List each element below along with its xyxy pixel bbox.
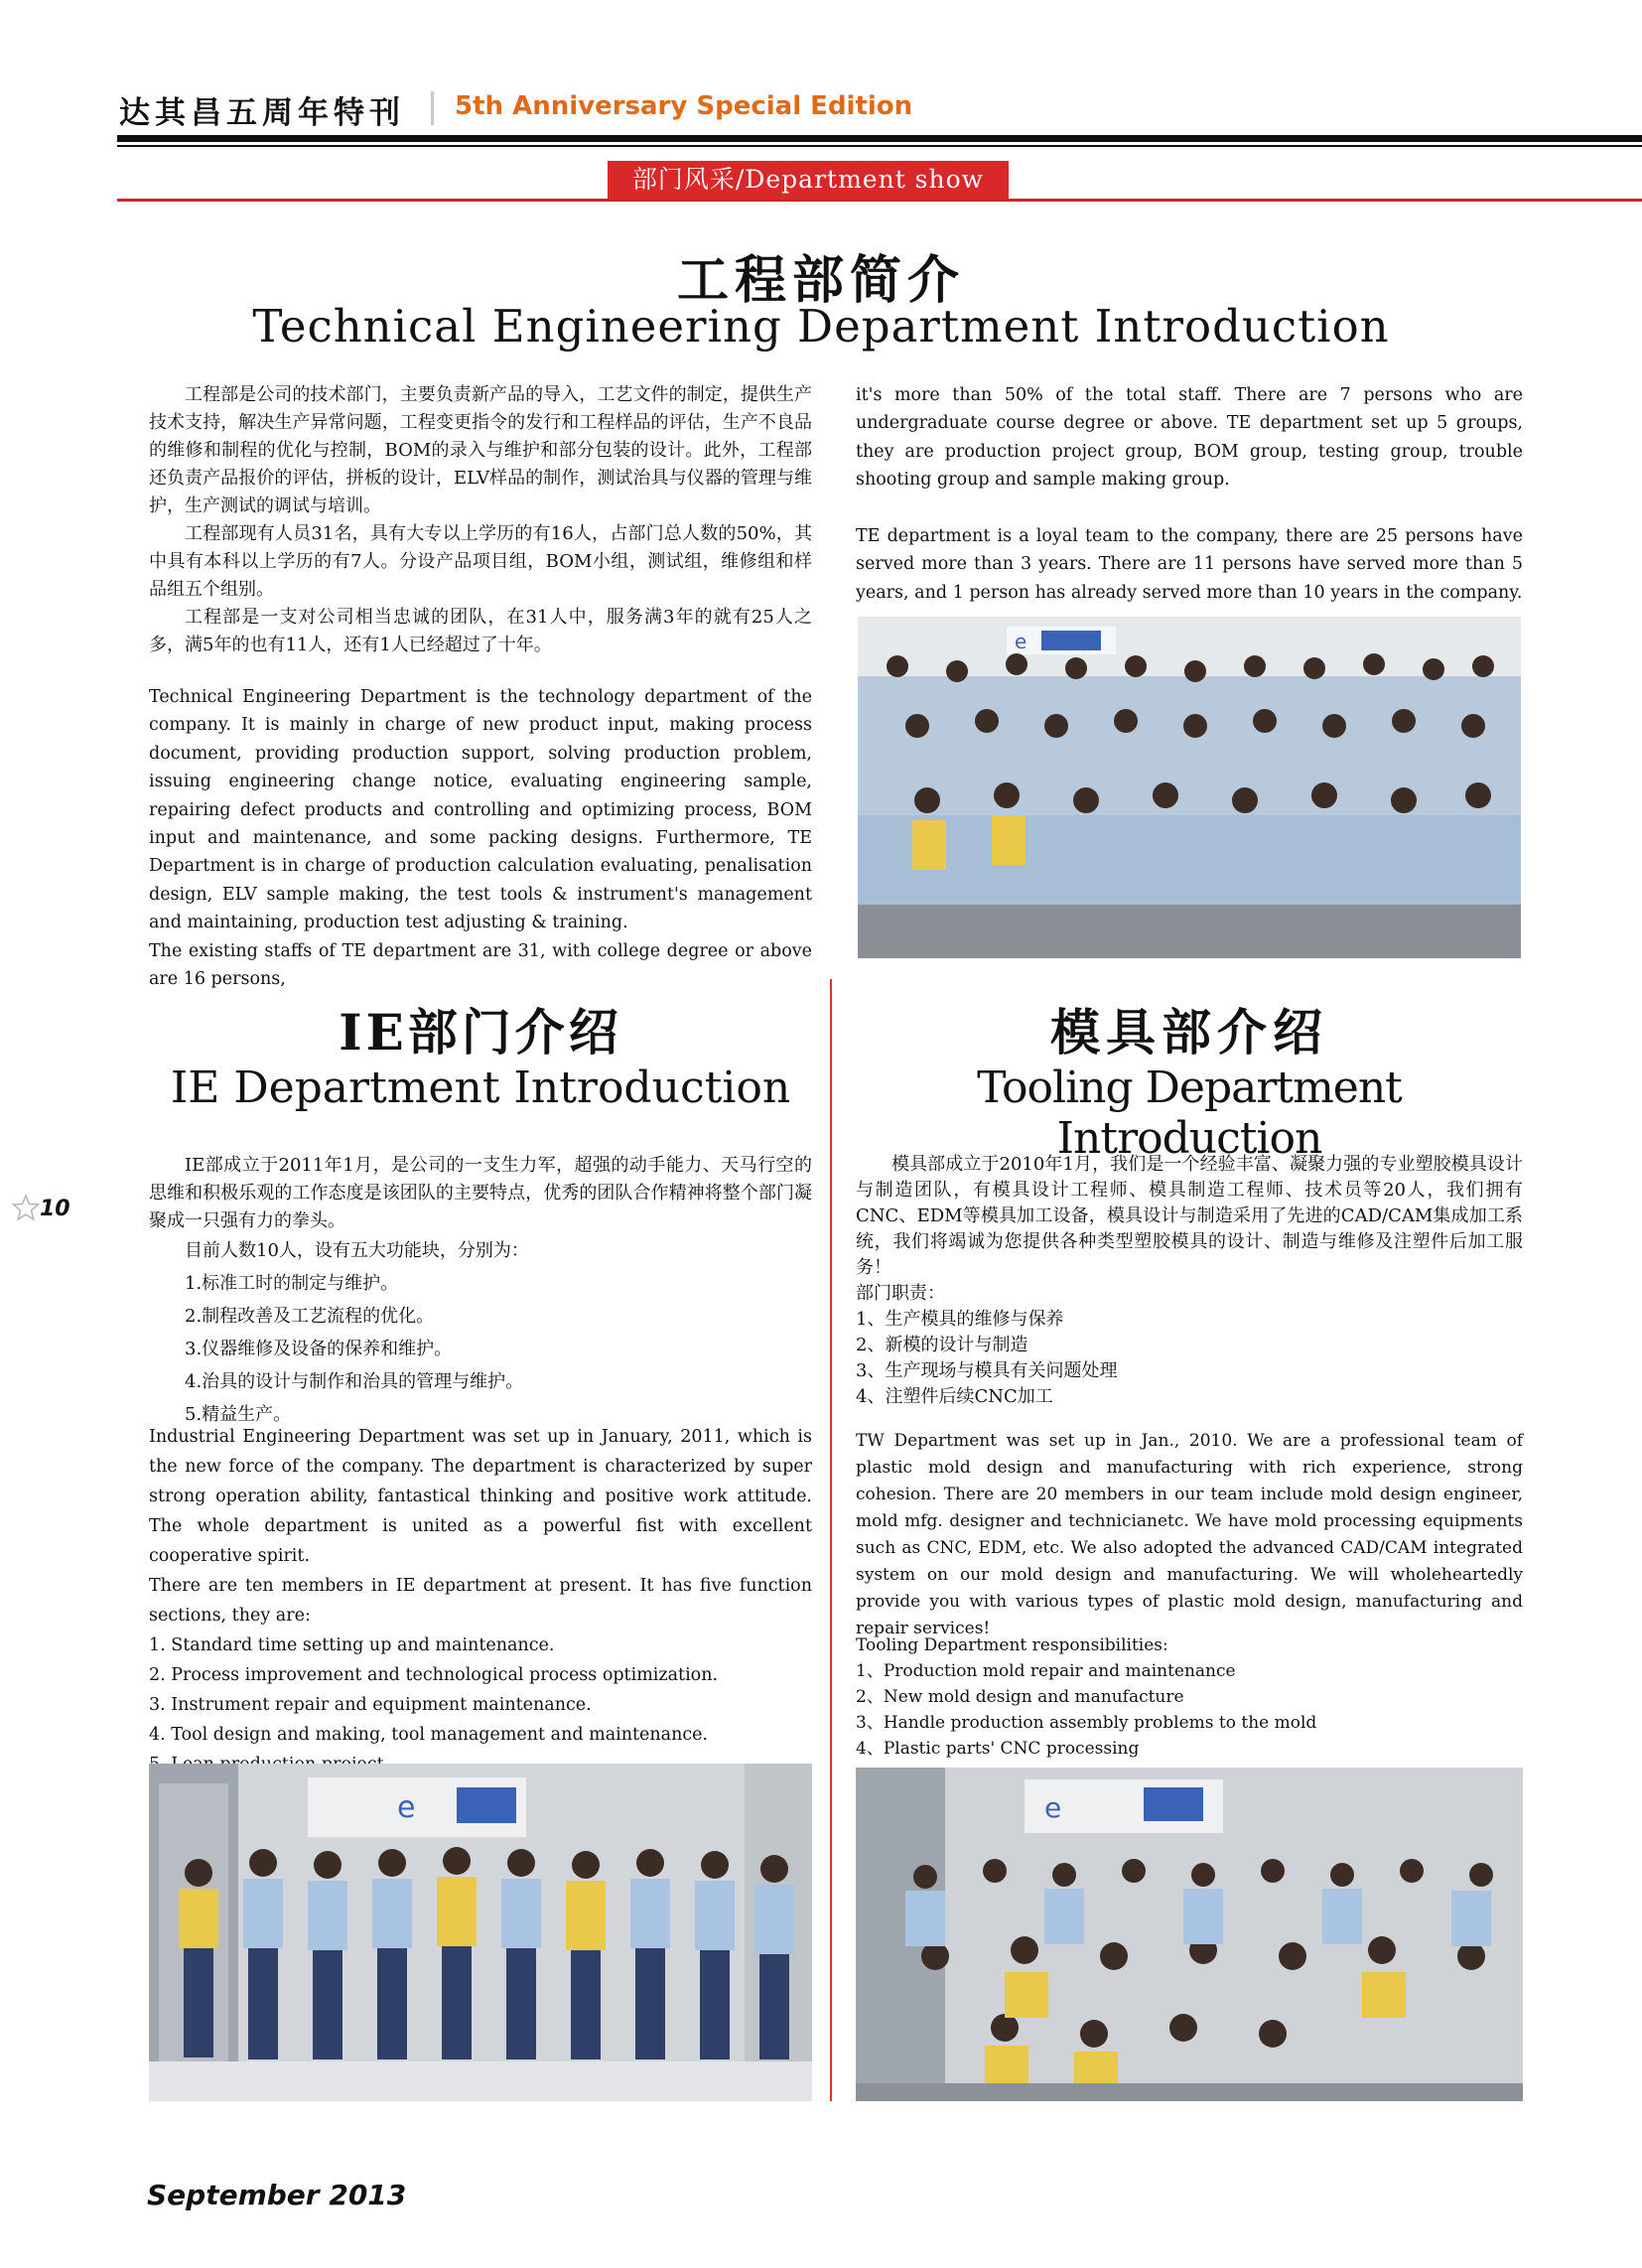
tooling-cn-intro: 模具部成立于2010年1月，我们是一个经验丰富、凝聚力强的专业塑胶模具设计与制造团队，有模具设计工程师、模具制造工程师、技术员等20人，我们拥有CNC、EDM等模具加工设备，模具设计与制造采用了先进的CAD/CAM集成加工系统，我们将竭诚为您提供各种类型塑胶模具的设计、制造与维修及注塑件后加工服务！ (856, 1154, 1523, 1278)
ie-group-photo (149, 1764, 812, 2101)
header-rule-thin (117, 145, 1642, 147)
tooling-cn-duty-2: 2、新模的设计与制造 (856, 1335, 1028, 1355)
ie-cn-item-1: 1.标准工时的制定与维护。 (185, 1273, 399, 1294)
magazine-title-cn: 达其昌五周年特刊 (119, 95, 405, 131)
section-banner: 部门风采/Department show (608, 161, 1009, 199)
star-outline-icon (12, 1194, 40, 1221)
footer-date: September 2013 (147, 2179, 407, 2211)
column-divider (830, 979, 832, 2101)
ie-cn-item-2: 2.制程改善及工艺流程的优化。 (185, 1306, 435, 1327)
tooling-en-duties (856, 1632, 1523, 1762)
ie-cn-intro: IE部成立于2011年1月，是公司的一支生力军，超强的动手能力、天马行空的思维和积极乐观的工作态度是该团队的主要特点，优秀的团队合作精神将整个部门凝聚成一只强有力的拳头。 (149, 1155, 812, 1231)
ie-en-text (149, 1422, 812, 1779)
page-number: 10 (40, 1197, 70, 1221)
te-cn-paragraph-3: 工程部是一支对公司相当忠诚的团队，在31人中，服务满3年的就有25人之多，满5年的也有11人，还有1人已经超过了十年。 (149, 607, 812, 655)
ie-cn-count: 目前人数10人，设有五大功能块，分别为： (185, 1240, 529, 1261)
ie-title-cn: IE部门介绍 (339, 1003, 622, 1062)
tooling-cn-duty-head: 部门职责： (856, 1283, 945, 1304)
ie-en-intro: Industrial Engineering Department was set up in January, 2011, which is the new force of the company. The department is characterized by super strong operation ability, fantastical thinking and positive work attitude. The whole department is united as a powerful fist with excellent cooperative spirit. (149, 1427, 812, 1566)
te-en-paragraph-2a: The existing staffs of TE department are 31, with college degree or above are 16 persons, (149, 941, 812, 990)
ie-cn-item-5: 5.精益生产。 (185, 1404, 292, 1425)
svg-text:e: e (1015, 630, 1027, 653)
te-cn-paragraph-1: 工程部是公司的技术部门，主要负责新产品的导入，工艺文件的制定，提供生产技术支持，解决生产异常问题，工程变更指令的发行和工程样品的评估，生产不良品的维修和制程的优化与控制，BOM的录入与维护和部分包装的设计。此外，工程部还负责产品报价的评估，拼板的设计，ELV样品的制作，测试治具与仪器的管理与维护，生产测试的调试与培训。 (149, 384, 812, 516)
header-rule-thick (117, 135, 1642, 142)
ie-en-item-3: 3. Instrument repair and equipment maintenance. (149, 1695, 592, 1715)
tooling-cn-duty-3: 3、生产现场与模具有关问题处理 (856, 1360, 1118, 1381)
svg-text:e: e (1044, 1791, 1062, 1824)
tooling-en-intro: TW Department was set up in Jan., 2010. We are a professional team of plastic mold design and manufacturing with rich experience, strong cohesion. There are 20 members in our team include mold design engineer, mold mfg. designer and technicianetc. We have mold processing equipments such as CNC, EDM, etc. We also adopted the advanced CAD/CAM integrated system on our mold design and manufacturing. We will wholeheartedly provide you with various types of plastic mold design, manufacturing and repair services! (856, 1431, 1523, 1638)
tooling-en-duty-head: Tooling Department responsibilities: (856, 1635, 1168, 1655)
ie-en-item-4: 4. Tool design and making, tool management and maintenance. (149, 1725, 709, 1745)
te-title-en: Technical Engineering Department Introduction (252, 300, 1390, 353)
tooling-title-en: Tooling Department Introduction (977, 1063, 1402, 1164)
tooling-en-duty-3: 3、Handle production assembly problems to the mold (856, 1713, 1317, 1733)
te-title-cn: 工程部简介 (676, 250, 965, 311)
te-en-paragraph-3: TE department is a loyal team to the company, there are 25 persons have served more than 3 years. There are 11 persons have served more than 5 years, and 1 person has already served more than 10 years in the company. (856, 526, 1523, 603)
tooling-cn-text (856, 1152, 1523, 1410)
tooling-group-photo (856, 1768, 1523, 2101)
te-en-paragraph-1: Technical Engineering Department is the technology department of the company. It is mainly in charge of new product input, making process document, providing production support, solving production problem, issuing engineering change notice, evaluating engineering sample, repairing defect products and controlling and optimizing process, BOM input and maintenance, and some packing designs. Furthermore, TE Department is in charge of production calculation evaluating, penalisation design, ELV sample making, the test tools & instrument's management and maintaining, production test adjusting & training. (149, 687, 812, 933)
ie-en-item-1: 1. Standard time setting up and maintenance. (149, 1635, 555, 1655)
ie-en-item-2: 2. Process improvement and technological process optimization. (149, 1665, 719, 1685)
ie-cn-text (149, 1152, 812, 1429)
ie-en-count: There are ten members in IE department at present. It has five function sections, they are: (149, 1576, 812, 1626)
banner-rule (117, 199, 1642, 202)
svg-text:e: e (397, 1790, 416, 1825)
te-cn-text (149, 381, 812, 659)
tooling-en-duty-4: 4、Plastic parts' CNC processing (856, 1739, 1140, 1759)
header-divider (431, 91, 434, 125)
te-group-photo (858, 617, 1521, 958)
tooling-en-duty-2: 2、New mold design and manufacture (856, 1687, 1184, 1707)
te-en-paragraph-2b: it's more than 50% of the total staff. There are 7 persons who are undergraduate course degree or above. TE department set up 5 groups, they are production project group, BOM group, testing group, trouble shooting group and sample making group. (856, 385, 1523, 491)
magazine-title-en: 5th Anniversary Special Edition (455, 91, 913, 121)
ie-title-en: IE Department Introduction (170, 1063, 791, 1113)
tooling-cn-duty-4: 4、注塑件后续CNC加工 (856, 1386, 1053, 1407)
ie-cn-item-4: 4.治具的设计与制作和治具的管理与维护。 (185, 1371, 524, 1392)
tooling-cn-duty-1: 1、生产模具的维修与保养 (856, 1309, 1064, 1330)
ie-cn-item-3: 3.仪器维修及设备的保养和维护。 (185, 1339, 453, 1359)
te-cn-paragraph-2: 工程部现有人员31名，具有大专以上学历的有16人，占部门总人数的50%，其中具有本科以上学历的有7人。分设产品项目组，BOM小组，测试组，维修组和样品组五个组别。 (149, 523, 812, 600)
tooling-en-duty-1: 1、Production mold repair and maintenance (856, 1661, 1236, 1681)
tooling-title-cn: 模具部介绍 (1050, 1003, 1328, 1062)
